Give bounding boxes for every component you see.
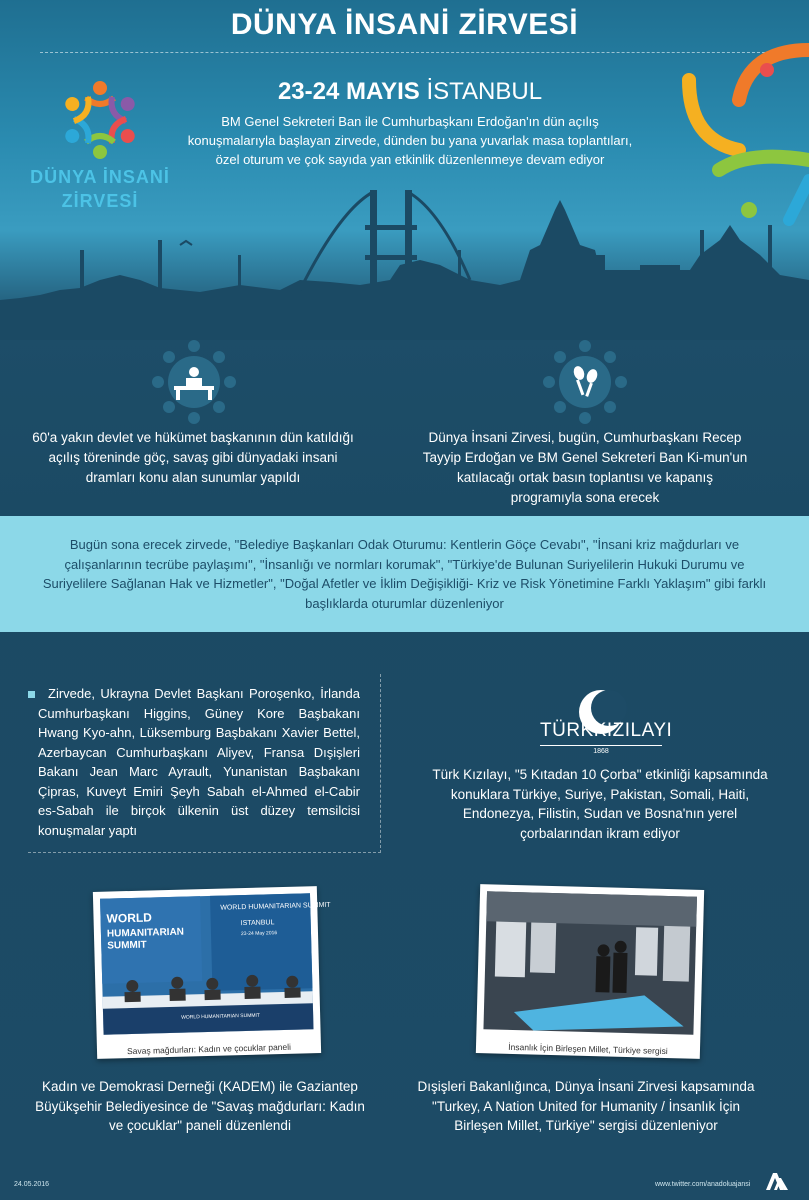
closing-program-text: Dünya İnsani Zirvesi, bugün, Cumhurbaşkanı Recep Tayyip Erdoğan ve BM Genel Sekreteri Ban Ki-mun'un katılacağı ortak basın toplantısı ve kapanış programıyla sona erecek <box>422 430 748 505</box>
event-date-days: 23-24 MAYIS <box>277 78 420 105</box>
screen-title: WORLD HUMANITARIAN SUMMIT <box>220 901 331 912</box>
logo-line-2: ZİRVESİ <box>61 191 139 211</box>
logo-line-1: DÜNYA İNSANİ <box>30 167 170 187</box>
event-city: İSTANBUL <box>426 78 543 105</box>
page-title: DÜNYA İNSANİ ZİRVESİ <box>230 8 579 41</box>
panel-photo-caption: Savaş mağdurları: Kadın ve çocuklar paneli <box>126 1041 292 1057</box>
istanbul-skyline-icon <box>0 170 809 340</box>
footer-date: 24.05.2016 <box>14 1181 50 1188</box>
table-banner: WORLD HUMANITARIAN SUMMIT <box>181 1012 261 1021</box>
kizilay-text: Türk Kızılayı, "5 Kıtadan 10 Çorba" etkinliği kapsamında konuklara Türkiye, Suriye, Pakistan, Somali, Haiti, Endonezya, Filistin, Sudan ve Bosna'nın yerel çorbalarından ikram ediyor <box>432 767 768 841</box>
leaders-box <box>28 674 381 853</box>
screen-city: ISTANBUL <box>240 919 275 928</box>
svg-text:HUMANITARIAN: HUMANITARIAN <box>106 926 185 940</box>
intro-text: BM Genel Sekreteri Ban ile Cumhurbaşkanı Erdoğan'ın dün açılış konuşmalarıyla başlayan zirvede, dünden bu yana yuvarlak masa toplantıları, özel oturum ve çok sayıda yan etkinlik düzenlenmeye devam ediyor <box>187 114 633 167</box>
title-divider <box>40 52 770 53</box>
kadem-panel-text: Kadın ve Demokrasi Derneği (KADEM) ile Gaziantep Büyükşehir Belediyesince de "Savaş mağdurları: Kadın ve çocuklar" paneli düzenlendi <box>35 1079 365 1133</box>
svg-text:SUMMIT: SUMMIT <box>107 939 147 952</box>
anadolu-agency-logo-icon <box>764 1170 790 1192</box>
kizilay-year: 1868 <box>593 748 609 755</box>
footer-twitter-link[interactable]: www.twitter.com/anadoluajansi <box>655 1181 751 1188</box>
kizilay-wordmark: TÜRKKIZILAYI <box>540 720 662 746</box>
svg-text:WORLD: WORLD <box>106 910 153 926</box>
microphones-icon <box>543 340 627 424</box>
speaker-podium-icon <box>152 340 236 424</box>
screen-date: 23-24 May 2016 <box>240 930 278 938</box>
panel-photo-image <box>100 893 331 1034</box>
bullet-square-icon <box>28 691 35 698</box>
exhibition-text: Dışişleri Bakanlığınca, Dünya İnsani Zirvesi kapsamında "Turkey, A Nation United for Humanity / İnsanlık İçin Birleşen Millet, Türkiye" sergisi düzenleniyor <box>417 1079 755 1133</box>
leaders-text: Zirvede, Ukrayna Devlet Başkanı Poroşenko, İrlanda Cumhurbaşkanı Higgins, Güney Kore Başbakanı Hwang Kyo-ahn, Lüksemburg Başbakanı Xavier Bettel, Azerbaycan Cumhurbaşkanı Aliyev, Fransa Dışişleri Bakanı Jean Marc Ayrault, Yunanistan Başbakanı Çipras, Kuveyt Emiri Şeyh Sabah el-Ahmed el-Cabir es-Sabah ile birçok ülkenin üst düzey temsilcisi konuşmalar yaptı <box>38 686 360 838</box>
event-date <box>180 78 640 106</box>
exhibition-photo <box>476 884 704 1059</box>
exhibition-photo-image <box>483 891 697 1034</box>
panel-photo <box>93 886 331 1059</box>
sessions-text: Bugün sona erecek zirvede, "Belediye Başkanları Odak Oturumu: Kentlerin Göçe Cevabı", "İnsani kriz mağdurları ve çalışanlarının tecrübe paylaşımı", "İnsanlığı ve normları korumak", "Türkiye'de Bulunan Suriyelilerin Hukuki Durumu ve Suriyelilere Sağlanan Hak ve Hizmetler", "Doğal Afetler ve İklim Değişikliği- Kriz ve Risk Yönetimine Farklı Yaklaşım" gibi farklı başlıklarda oturumlar düzenleniyor <box>42 537 767 611</box>
opening-ceremony-text: 60'a yakın devlet ve hükümet başkanının dün katıldığı açılış töreninde göç, savaş gibi dünyadaki insani dramları konu alan sunumlar yapıldı <box>32 430 354 485</box>
exhibition-photo-caption: İnsanlık İçin Birleşen Millet, Türkiye sergisi <box>508 1041 668 1057</box>
